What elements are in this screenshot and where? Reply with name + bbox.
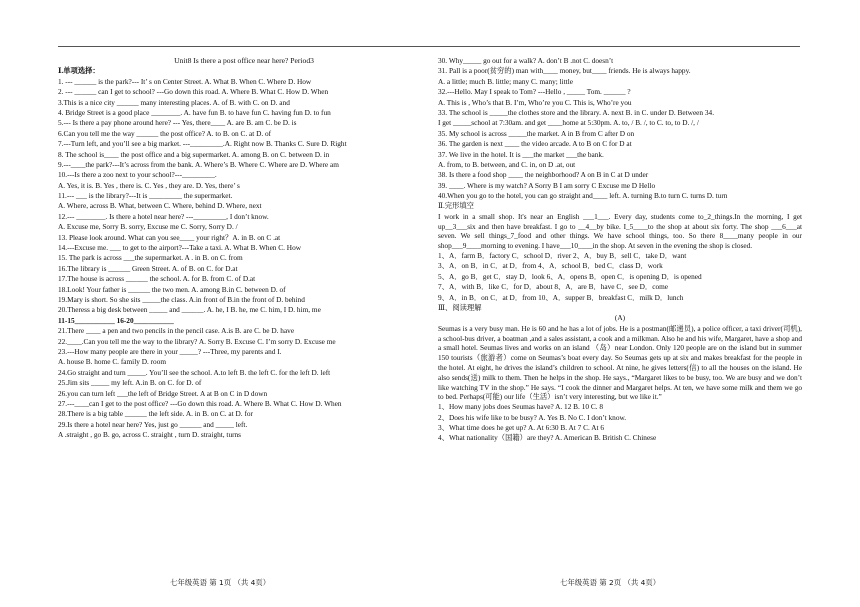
question-7: 7.---Turn left, and you’ll see a big market. ---_________.A. Right now B. Thanks C. Sure D. Right	[58, 139, 347, 149]
question-3: 3.This is a nice city ______ many interesting places. A. of B. with C. on D. and	[58, 97, 290, 107]
question-28: 28.There is a big table ______ the left side. A. in B. on C. at D. for	[58, 409, 253, 419]
footer-page-1: 七年级英语 第 1页 （共 4页）	[170, 578, 271, 587]
reading-question-1: 1、How many jobs does Seumas have? A. 12 B. 10 C. 8	[438, 402, 603, 412]
question-38: 38. Is there a food shop ____ the neighborhood? A on B in C at D under	[438, 170, 649, 180]
question-39: 39. ____. Where is my watch? A Sorry B I am sorry C Excuse me D Hello	[438, 180, 656, 190]
cloze-options-5: 9、A．in B．on C．at D．from 10、A．supper B．breakfast C．milk D．lunch	[438, 292, 684, 302]
left-column	[58, 56, 430, 440]
question-35: 35. My school is across _____the market. A in B from C after D on	[438, 128, 635, 138]
cloze-passage: I work in a small shop. It's near an English ___1___. Every day, students come to_2_things.In the morning, I get up__3___six and then have breakfast. I go to __4__by bike. I_5____to the shop at about six forty. The shop ___6___at seven. We sell things_7_food and other things. We have school things, too. So there 8____many people in our shop___9____morning to evening. I have___10____in the shop. At seven in the evening the shop is closed.	[438, 211, 802, 251]
question-21: 21.There ____ a pen and two pencils in the pencil case. A.is B. are C. be D. have	[58, 326, 295, 336]
reading-question-3: 3、What time does he get up? A. At 6:30 B. At 7 C. At 6	[438, 422, 604, 432]
question-10: 10.---Is there a zoo next to your school?---_________.	[58, 170, 217, 180]
cloze-options-3: 5、A．go B．get C．stay D．look 6、A．opens B．open C．is opening D．is opened	[438, 271, 702, 281]
question-11-options: A. Where, across B. What, between C. Where, behind D. Where, next	[58, 201, 262, 211]
question-12: 12.--- ________. Is there a hotel near here? ---_________, I don’t know.	[58, 211, 269, 221]
page-title: Unit8 Is there a post office near here? Period3	[174, 56, 314, 65]
question-25: 25.Jim sits _____ my left. A.in B. on C. for D. of	[58, 378, 202, 388]
question-33: 33. The school is _____the clothes store and the library. A. next B. in C. under D. Between 34.	[438, 107, 715, 117]
question-17: 17.The house is across ______ the school. A. for B. from C. of D.at	[58, 274, 256, 284]
question-1: 1. --- ______ is the park?--- It’ s on Center Street. A. What B. When C. Where D. How	[58, 76, 312, 86]
question-31: 31. Pall is a poor(贫穷的) man with____ money, but____ friends. He is always happy.	[438, 66, 691, 76]
cloze-options-1: 1、A．farm B．factory C．school D．river 2、A．buy B．sell C．take D．want	[438, 251, 687, 261]
question-24: 24.Go straight and turn _____. You’ll see the school. A.to left B. the left C. for the left D. left	[58, 367, 331, 377]
question-2: 2. --- ______ can I get to school? ---Go down this road. A. Where B. What C. How D. When	[58, 87, 329, 97]
question-37-options: A. from, to B. between, and C. in, on D .at, out	[438, 159, 576, 169]
right-column	[438, 56, 802, 444]
question-22: 22.____.Can you tell me the way to the library? A. Sorry B. Excuse C. I’m sorry D. Excuse me	[58, 336, 336, 346]
question-12-options: A. Excuse me, Sorry B. sorry, Excuse me C. Sorry, Sorry D. /	[58, 222, 238, 232]
question-8: 8. The school is____ the post office and a big supermarket. A. among B. on C. between D. in	[58, 149, 330, 159]
question-16: 16.The library is ______ Green Street. A. of B. on C. for D.at	[58, 263, 238, 273]
answer-blanks: 11-15___________ 16-20___________	[58, 315, 174, 325]
cloze-options-4: 7、A．with B．like C．for D．about 8、A．are B．have C．see D．come	[438, 282, 669, 292]
reading-question-4: 4、What nationality（国籍）are they? A. American B. British C. Chinese	[438, 433, 657, 443]
question-10-options: A. Yes, it is. B. Yes , there is. C. Yes , they are. D. Yes, there’ s	[58, 180, 240, 190]
question-29-options: A .straight , go B. go, across C. straight , turn D. straight, turns	[58, 430, 242, 440]
question-23-options: A. house B. home C. family D. room	[58, 357, 167, 367]
question-9: 9.---____the park?---It’s across from the bank. A. Where’s B. Where C. Where are D. Where am	[58, 159, 339, 169]
section-heading-reading: Ⅲ、阅读理解	[438, 303, 482, 312]
top-divider	[58, 46, 800, 47]
question-32: 32.---Hello. May I speak to Tom? ---Hello , _____ Tom. ______ ?	[438, 87, 631, 97]
reading-passage: Seumas is a very busy man. He is 60 and he has a lot of jobs. He is a postman(邮递员), a police officer, a taxi driver(司机), a school-bus driver, a boatman ,and a sales assistant, a cook and a milkman. Also he and his wife, Margaret, have a shop and a small hotel. Seumas lives and works on an island （岛）near London. Only 120 people are on the island but in summer 150 tourists（旅游者）come on Seumas’s boat every day. So Seumas gets up at six and makes breakfast for the people in the hotel. At eight, he drives the island’s children to school. At nine, he gives letters(信) to all the houses on the island. He also sends(送) milk to them. Then he helps in the shop. He says., “Margaret likes to be busy, too. We are busy and we don’t like watching TV in the shop.” He says. “I cook the dinner and Margaret helps. At ten, we have some milk and them we go to bed. Perhaps(可能) our life（生活）isn’t very interesting, but we like it.”	[438, 323, 802, 402]
reading-part-a: (A)	[614, 313, 626, 323]
question-23: 23.---How many people are there in your _____? ---Three, my parents and I.	[58, 346, 282, 356]
question-6: 6.Can you tell me the way ______ the post office? A. to B. on C. at D. of	[58, 128, 272, 138]
section-heading-choice: Ⅰ.单项选择：	[58, 66, 100, 76]
question-37: 37. We live in the hotel. It is ___the market ___the bank.	[438, 149, 604, 159]
question-26: 26.you can turn left ___the left of Bridge Street. A at B on C in D down	[58, 388, 268, 398]
footer-page-2: 七年级英语 第 2页 （共 4页）	[560, 578, 661, 587]
section-heading-cloze: Ⅱ.完形填空	[438, 201, 474, 211]
question-30: 30. Why_____ go out for a walk? A. don’t B .not C. doesn’t	[438, 56, 614, 65]
question-11: 11.--- ___ is the library?---It is _________ the supermarket.	[58, 191, 233, 201]
question-15: 15. The park is across ___the supermarket. A . in B. on C. from	[58, 253, 243, 263]
reading-question-2: 2、Does his wife like to be busy? A. Yes B. No C. I don’t know.	[438, 412, 627, 422]
question-13: 13. Please look around. What can you see____ your right？A. in B. on C .at	[58, 232, 281, 242]
question-14: 14.---Excuse me. ___ to get to the airport?---Take a taxi. A. What B. When C. How	[58, 243, 301, 253]
question-36: 36. The garden is next ____ the video arcade. A to B on C for D at	[438, 139, 632, 149]
question-20: 20.Theress a big desk between _____ and ______. A. he, I B. he, me C. him, I D. him, me	[58, 305, 321, 315]
question-27: 27.---____can I get to the post office? ---Go down this road. A. Where B. What C. How D. When	[58, 398, 342, 408]
question-4: 4. Bridge Street is a good place ________. A. have fun B. to have fun C. having fun D. to fun	[58, 107, 331, 117]
cloze-options-2: 3、A．on B．in C．at D．from 4、A．school B．bed C．class D．work	[438, 261, 663, 271]
question-19: 19.Mary is short. So she sits _____the class. A.in front of B.in the front of D. behind	[58, 294, 305, 304]
question-31-options: A. a little; much B. little; many C. many; little	[438, 76, 573, 86]
question-29: 29.Is there a hotel near here? Yes, just go ______ and _____ left.	[58, 419, 248, 429]
question-32-options: A. This is , Who’s that B. I’m, Who’re you C. This is, Who’re you	[438, 97, 632, 107]
question-18: 18.Look! Your father is ______ the two men. A. among B.in C. between D. of	[58, 284, 286, 294]
question-5: 5.--- Is there a pay phone around here? --- Yes, there____ A. are B. am C. be D. is	[58, 118, 297, 128]
question-40: 40.When you go to the hotel, you can go straight and____ left. A. turning B.to turn C. turns D. turn	[438, 191, 728, 201]
question-34: I get _____school at 7:30am. and get ____home at 5:30pm. A. to, / B. /, to C. to, to D. /, /	[438, 118, 699, 128]
